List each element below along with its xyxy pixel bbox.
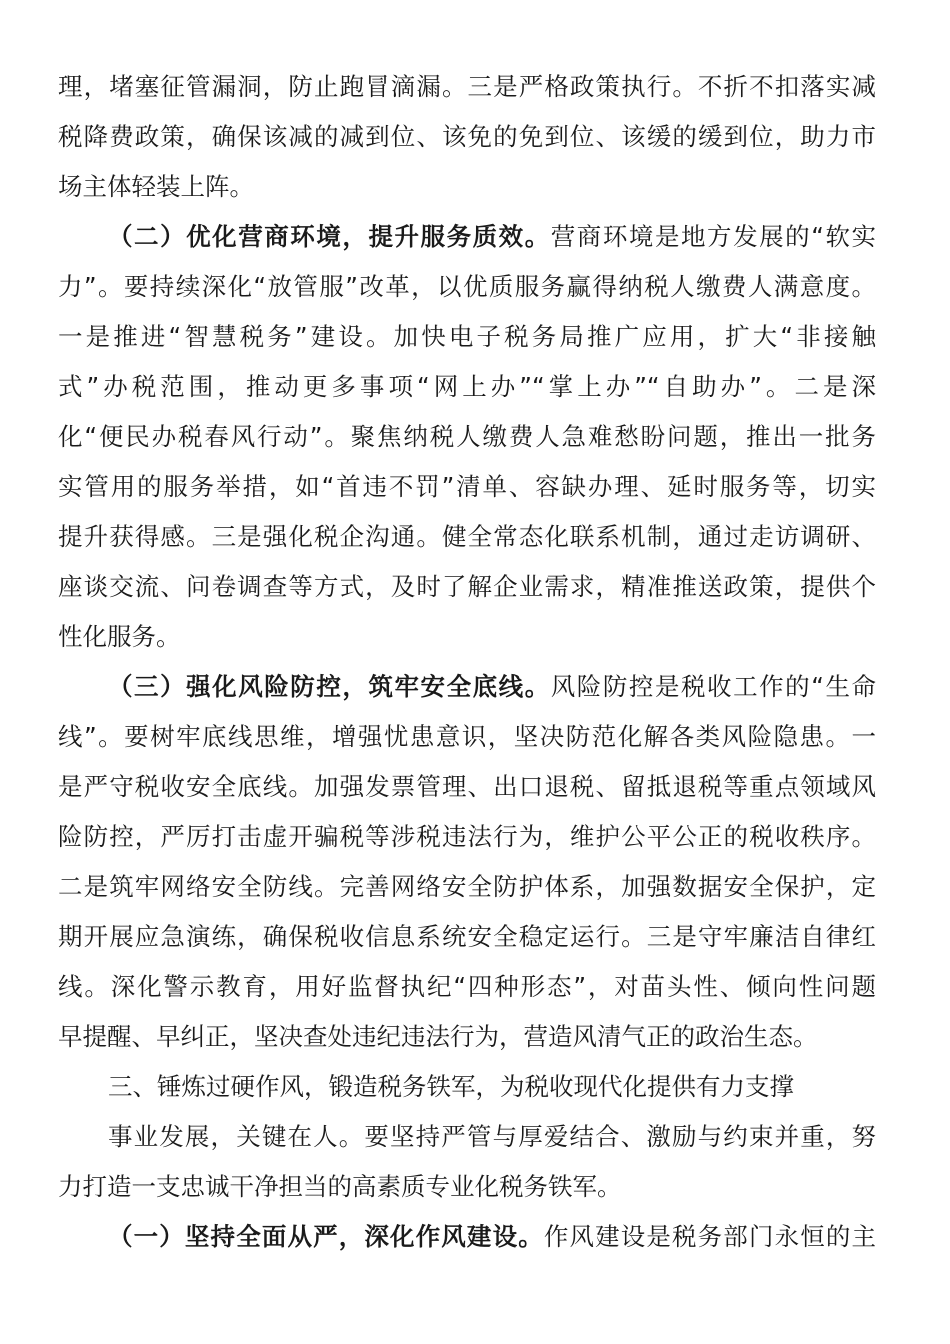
paragraph-line: 化“便民办税春风行动”。聚焦纳税人缴费人急难愁盼问题，推出一批务 xyxy=(58,422,876,451)
section-heading: （三）强化风险防控，筑牢安全底线。 xyxy=(108,672,551,701)
paragraph-line: 是严守税收安全底线。加强发票管理、出口退税、留抵退税等重点领域风 xyxy=(58,772,876,801)
paragraph-line: 力打造一支忠诚干净担当的高素质专业化税务铁军。 xyxy=(58,1172,622,1201)
paragraph-line: 事业发展，关键在人。要坚持严管与厚爱结合、激励与约束并重，努 xyxy=(108,1122,876,1151)
paragraph-line: 险防控，严厉打击虚开骗税等涉税违法行为，维护公平公正的税收秩序。 xyxy=(58,822,876,851)
section-heading-line: （二）优化营商环境，提升服务质效。营商环境是地方发展的“软实 xyxy=(108,222,876,251)
paragraph-line: 线。深化警示教育，用好监督执纪“四种形态”，对苗头性、倾向性问题 xyxy=(58,972,876,1001)
section-heading-line: （一）坚持全面从严，深化作风建设。作风建设是税务部门永恒的主 xyxy=(108,1222,876,1251)
paragraph-line: 场主体轻装上阵。 xyxy=(58,172,254,201)
paragraph-line: 力”。要持续深化“放管服”改革，以优质服务赢得纳税人缴费人满意度。 xyxy=(58,272,876,301)
paragraph-line: 提升获得感。三是强化税企沟通。健全常态化联系机制，通过走访调研、 xyxy=(58,522,876,551)
section-heading-line: （三）强化风险防控，筑牢安全底线。风险防控是税收工作的“生命 xyxy=(108,672,876,701)
paragraph-line: 实管用的服务举措，如“首违不罚”清单、容缺办理、延时服务等，切实 xyxy=(58,472,876,501)
paragraph-line: 一是推进“智慧税务”建设。加快电子税务局推广应用，扩大“非接触 xyxy=(58,322,876,351)
paragraph-line: 税降费政策，确保该减的减到位、该免的免到位、该缓的缓到位，助力市 xyxy=(58,122,876,151)
paragraph-line: 座谈交流、问卷调查等方式，及时了解企业需求，精准推送政策，提供个 xyxy=(58,572,876,601)
paragraph-line: 式”办税范围，推动更多事项“网上办”“掌上办”“自助办”。二是深 xyxy=(58,372,876,401)
section-heading: （一）坚持全面从严，深化作风建设。 xyxy=(108,1222,544,1251)
paragraph-line: 线”。要树牢底线思维，增强忧患意识，坚决防范化解各类风险隐患。一 xyxy=(58,722,876,751)
paragraph-line: 理，堵塞征管漏洞，防止跑冒滴漏。三是严格政策执行。不折不扣落实减 xyxy=(58,72,876,101)
paragraph-line: 期开展应急演练，确保税收信息系统安全稳定运行。三是守牢廉洁自律红 xyxy=(58,922,876,951)
paragraph-line: 早提醒、早纠正，坚决查处违纪违法行为，营造风清气正的政治生态。 xyxy=(58,1022,818,1051)
paragraph-line: 性化服务。 xyxy=(58,622,181,651)
section-heading: （二）优化营商环境，提升服务质效。 xyxy=(108,222,551,251)
chapter-heading: 三、锤炼过硬作风，锻造税务铁军，为税收现代化提供有力支撑 xyxy=(108,1072,794,1101)
paragraph-line: 二是筑牢网络安全防线。完善网络安全防护体系，加强数据安全保护，定 xyxy=(58,872,876,901)
